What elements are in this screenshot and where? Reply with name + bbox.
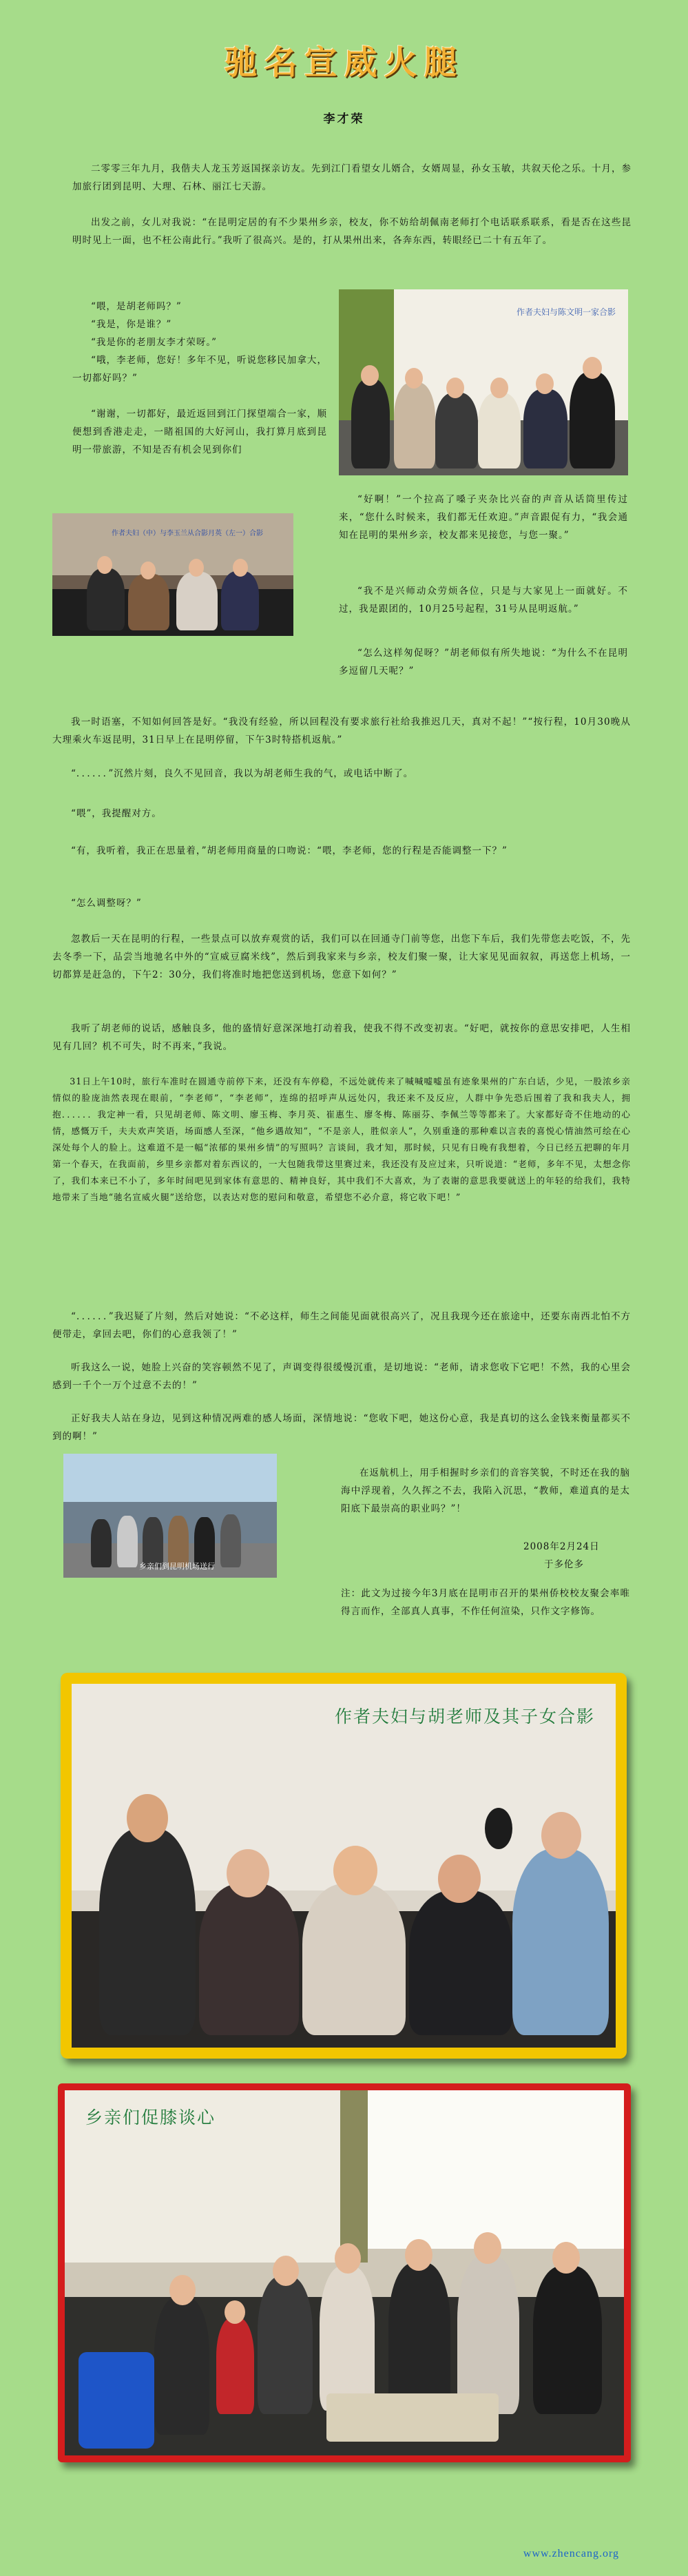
photo-family-group bbox=[339, 289, 628, 475]
page-title: 驰名宣威火腿 bbox=[224, 43, 464, 82]
paragraph-body: 听我这么一说，她脸上兴奋的笑容顿然不见了，声调变得很缓慢沉重，是切地说：“老师，请求您收下它吧！不然，我的心里会感到一千个一万个过意不去的！” bbox=[52, 1362, 631, 1391]
paragraph-body: 我一时语塞，不知如何回答是好。“我没有经验，所以回程没有要求旅行社给我推迟几天，真对不起！”“按行程，10月30晚从大理乘火车返昆明，31日早上在昆明停留，下午3时特搭机返航。” bbox=[52, 717, 631, 745]
paragraph-body: 忽教后一天在昆明的行程，一些景点可以放弃观赏的话，我们可以在回通寺门前等您，出您下车后，我们先带您去吃饭，不，先去冬季一下，品尝当地驰名中外的“宣威豆腐米线”，然后到我家来与乡亲，校友们聚一聚，让大家见见面叙叙，再送您上机场，一切都算是赶急的，下午2：30分，我们将准时地把您送到机场，您意下如何？” bbox=[52, 934, 631, 980]
dialogue-line: “谢谢，一切都好，最近返回到江门探望端合一家，顺便想到香港走走，一睹祖国的大好河山，我打算月底到昆明一带旅游，不知是否有机会见到你们 bbox=[72, 409, 327, 455]
signature-date: 2008年2月24日 bbox=[523, 1541, 600, 1552]
paragraph-return-flight: 在返航机上，用手相握时乡亲们的音容笑貌，不时还在我的脑海中浮现着，久久挥之不去，我陷入沉思，“教师，难道真的是太阳底下最崇高的职业吗？”！ bbox=[341, 1467, 630, 1514]
paragraph-phone-reply: “好啊！”一个拉高了嗓子夹杂比兴奋的声音从话筒里传过来，“您什么时候来，我们都无任欢迎。”声音跟促有力，“我会通知在昆明的果州乡亲，校友都来见接您，与您一聚。” bbox=[339, 494, 628, 541]
photo-frame-yellow bbox=[61, 1673, 627, 2059]
website-link[interactable]: www.zhencang.org bbox=[523, 2548, 619, 2559]
paragraph-note: 注：此文为过接今年3月底在昆明市召开的果州侨校校友聚会率唯得言而作，全部真人真事，不作任何渲染，只作文字修饰。 bbox=[341, 1588, 630, 1617]
person-figure bbox=[199, 1884, 299, 2035]
author-name: 李才荣 bbox=[323, 112, 365, 126]
photo-caption: 乡亲们促膝谈心 bbox=[85, 2108, 216, 2127]
photo-caption: 作者夫妇与陈文明一家合影 bbox=[516, 307, 616, 317]
dialogue-line: “我是，你是谁？” bbox=[91, 319, 172, 330]
paragraph-intro: 二零零三年九月，我偕夫人龙玉芳返国探亲访友。先到江门看望女儿婿合，女婿周显，孙女玉敏，共叙天伦之乐。十月，参加旅行团到昆明、大理、石林、丽江七天游。 bbox=[72, 163, 632, 192]
paragraph-body: 正好我夫人站在身边，见到这种情况两难的感人场面，深情地说：“您收下吧，她这份心意，我是真切的这么金钱来衡量都买不到的啊！” bbox=[52, 1413, 631, 1442]
photo-living-room bbox=[52, 513, 293, 636]
paragraph-schedule: “我不是兴师动众劳烦各位，只是与大家见上一面就好。不过，我是跟团的，10月25号起程，31号从昆明返航。” bbox=[339, 586, 628, 615]
photo-villagers-chat bbox=[65, 2090, 624, 2455]
paragraph-before-trip: 出发之前，女儿对我说：“在昆明定居的有不少果州乡亲，校友，你不妨给胡佩南老师打个电话联系联系，看是否在这些昆明时见上一面，也不枉公南此行。”我听了很高兴。是的，打从果州出来，各奔东西，转眼经已二十有五年了。 bbox=[72, 217, 632, 246]
person-figure bbox=[302, 1884, 406, 2035]
photo-caption: 作者夫妇与胡老师及其子女合影 bbox=[334, 1707, 595, 1727]
photo-frame-red bbox=[58, 2083, 631, 2462]
person-figure bbox=[512, 1849, 609, 2035]
paragraph-body: “有，我听着，我正在思量着，”胡老师用商量的口吻说：“喂，李老师，您的行程是否能调整一下？” bbox=[71, 845, 508, 856]
person-figure bbox=[99, 1828, 196, 2035]
paragraph-body: “喂”，我提醒对方。 bbox=[71, 808, 162, 819]
paragraph-body: “．．．．．．”沉然片刻，良久不见回音，我以为胡老师生我的气，或电话中断了。 bbox=[71, 768, 414, 779]
dialogue-line: “我是你的老朋友李才荣呀。” bbox=[91, 337, 218, 348]
photo-teacher-family bbox=[72, 1684, 616, 2048]
photo-airport-farewell bbox=[63, 1454, 277, 1578]
signature-place: 于多伦多 bbox=[544, 1559, 584, 1570]
dialogue-line: “喂，是胡老师吗？” bbox=[91, 301, 182, 312]
paragraph-body: 我听了胡老师的说话，感触良多，他的盛情好意深深地打动着我，使我不得不改变初衷。“好吧，就按你的意思安排吧，人生相见有几回？机不可失，时不再来，”我说。 bbox=[52, 1023, 631, 1052]
person-figure bbox=[409, 1890, 512, 2035]
dialogue-line: “哦，李老师，您好！多年不见，听说您移民加拿大，一切都好吗？” bbox=[72, 355, 327, 384]
paragraph-body: 31日上午10时，旅行车准时在圆通寺前停下来，还没有车停稳，不远处就传来了喊喊嘘嘘虽有迹象果州的广东白话，少见，一股浓乡亲情似的脸庞油然表现在眼前，“李老师”，“李老师”，连绵的招呼声从远处闪，我还来不及反应，人群中争先恐后围着了我和我夫人，拥抱．．．．．．我定神一看，只见胡老师、陈文明、廖玉梅、李月英、崔惠生、廖冬梅、陈丽芬、李佩兰等等都来了。大家都好奇不住地动的心情，感慨万千，夫夫欢声笑语，场面感人至深，“他乡遇故知”，“不是亲人，胜似亲人”，久别重逢的那种难以言表的喜悦心情油然可绘在心深处每个人的脸上。这难道不是一幅“浓郁的果州乡情”的写照吗？言谈间，我才知，那时候，只见有日晚有我想着，今日已经五把聊的年月第一个春天，在我面前，乡里乡亲都对着东西议的，一大包随我带这里赛过来，我还没有及应过来，只听说道：“老师，多年不见，太想念你了，我们本来已不小了，多年时间吧见到家体有意思的、精神良好，其中我们不大喜欢，为了表谢的意思我要就送上的年轻的给我们，我特地带来了当地“驰名宣威火腿”送给您，以表达对您的慰问和敬意，希望您不必介意，将它收下吧！” bbox=[52, 1076, 631, 1202]
photo-caption: 乡亲们到昆明机场送行 bbox=[139, 1562, 215, 1571]
photo-caption: 作者夫妇（中）与李玉兰从合影月英（左一）合影 bbox=[112, 530, 263, 537]
paragraph-body: “怎么调整呀？” bbox=[71, 898, 142, 909]
paragraph-body: “．．．．．．”我迟疑了片刻，然后对她说：“不必这样，师生之间能见面就很高兴了，况且我现今还在旅途中，还要东南西北怕不方便带走，拿回去吧，你们的心意我领了！” bbox=[52, 1311, 631, 1340]
paragraph-question: “怎么这样匆促呀？”胡老师似有所失地说：“为什么不在昆明多逗留几天呢？” bbox=[339, 648, 628, 677]
